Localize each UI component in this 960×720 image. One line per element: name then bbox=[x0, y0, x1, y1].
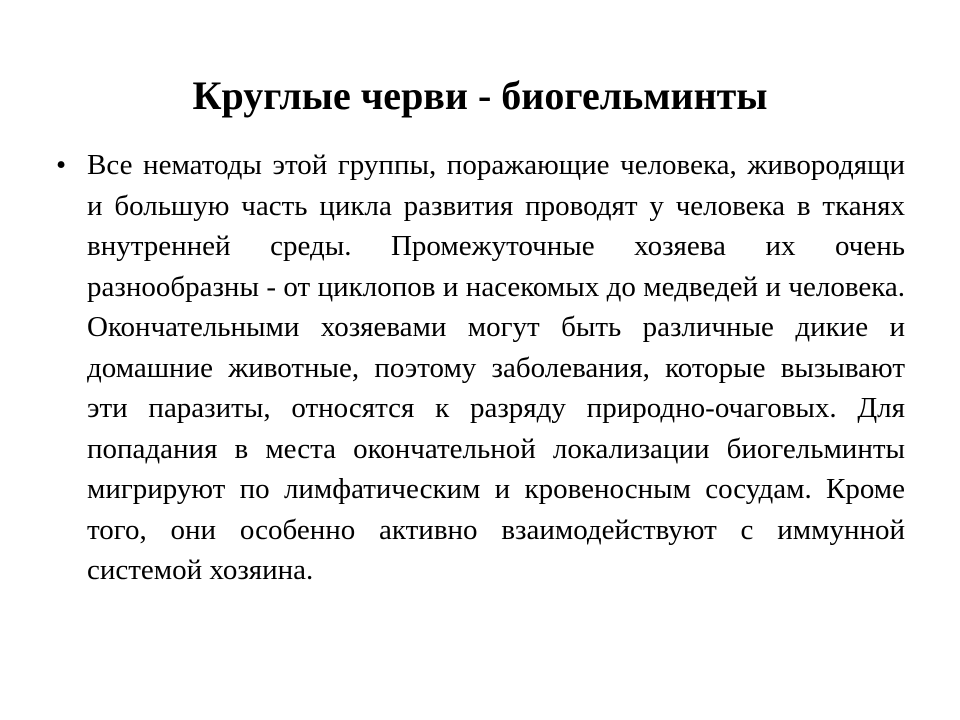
slide-title: Круглые черви - биогельминты bbox=[192, 73, 768, 118]
bullet-paragraph: Все нематоды этой группы, поражающие человека, живородящи и большую часть цикла развития проводят у человека в тканях внутренней среды. Промежуточные хозяева их очень разнообразны - от циклопов и насекомых до медведей и человека. Окончательными хозяевами могут быть различные дикие и домашние животные, поэтому заболевания, которые вызывают эти паразиты, относятся к разряду природно-очаговых. Для попадания в места окончательной локализации биогельминты мигрируют по лимфатическим и кровеносным сосудам. Кроме того, они особенно активно взаимодействуют с иммунной системой хозяина. bbox=[87, 149, 905, 586]
bullet-icon: • bbox=[56, 149, 67, 181]
